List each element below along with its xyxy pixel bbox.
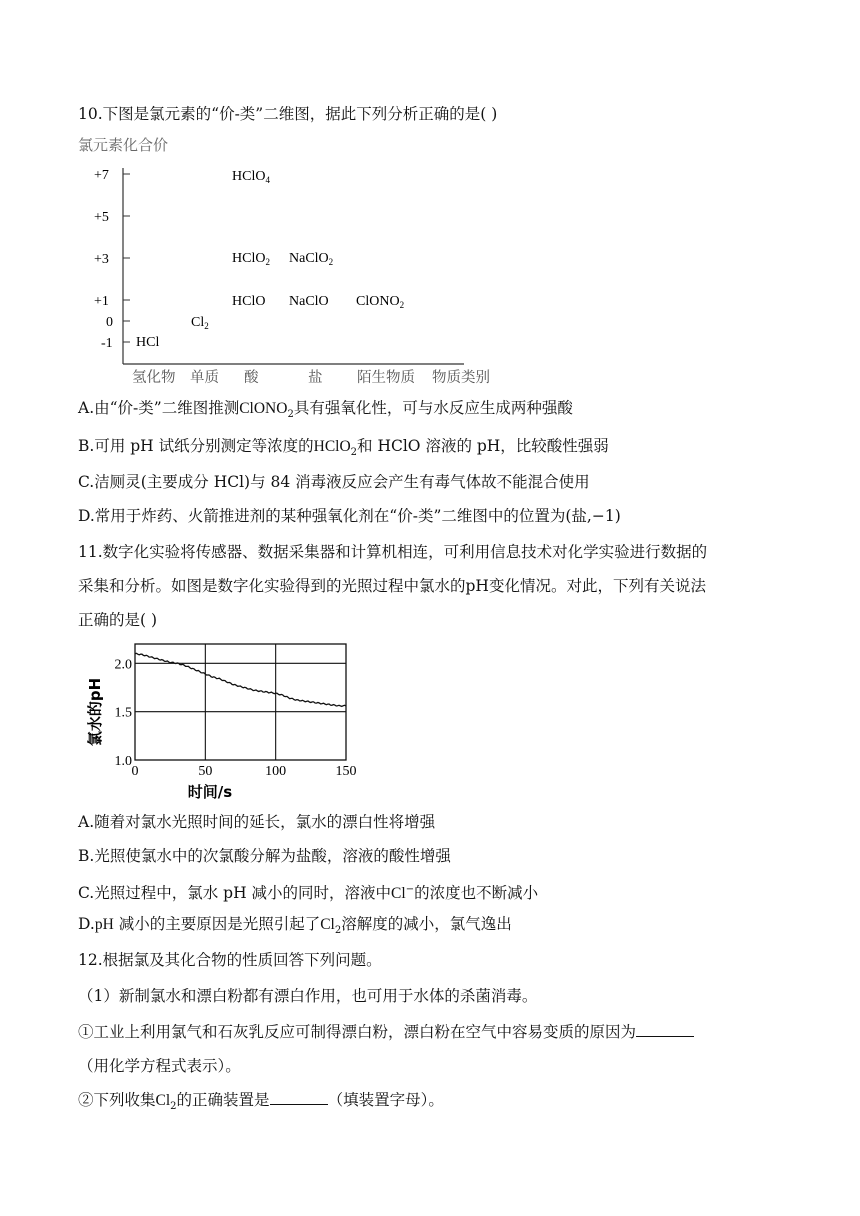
x-tick-label: 0 xyxy=(131,764,139,779)
q11-option-d: D.pH 减小的主要原因是光照引起了$Cl_2$溶解度的减小，氯气逸出 xyxy=(78,915,512,937)
compound-cl2: $Cl_2$ xyxy=(191,315,209,331)
y-tick-label: +5 xyxy=(94,210,109,225)
ph-series-line xyxy=(135,653,346,706)
compound-naclo: NaClO xyxy=(289,294,329,309)
x-category-label: 氢化物 xyxy=(132,370,176,386)
q10-option-b: B.可用 pH 试纸分别测定等浓度的HClO$_2$和 HClO 溶液的 pH，比较酸性强弱 xyxy=(78,437,609,459)
q12-sub1-line1: ①工业上利用氯气和石灰乳反应可制得漂白粉，漂白粉在空气中容易变质的原因为 xyxy=(78,1021,694,1043)
q11-option-c: C.光照过程中，氯水 pH 减小的同时，溶液中Cl−的浓度也不断减小 xyxy=(78,884,539,903)
compound-hclo: HClO xyxy=(232,294,266,309)
x-category-label: 盐 xyxy=(308,370,323,386)
y-axis-title: 氯元素化合价 xyxy=(78,138,169,154)
y-tick-label: +7 xyxy=(94,168,109,183)
q12-stem: 12.根据氯及其化合物的性质回答下列问题。 xyxy=(78,951,382,969)
x-category-label: 陌生物质 xyxy=(357,370,415,386)
q10-stem: 10.下图是氯元素的“价-类”二维图，据此下列分析正确的是( ) xyxy=(78,105,498,123)
answer-blank[interactable] xyxy=(636,1022,694,1037)
q10-option-d: D.常用于炸药、火箭推进剂的某种强氧化剂在“价-类”二维图中的位置为(盐,−1) xyxy=(78,507,621,525)
compound-hclo4: HClO$_4$ xyxy=(232,169,270,185)
y-tick-label: 1.5 xyxy=(114,705,132,721)
compound-hcl: HCl xyxy=(136,335,160,350)
x-category-label: 单质 xyxy=(190,370,219,386)
y-tick-label: +1 xyxy=(94,294,109,309)
q10-option-c: C.洁厕灵(主要成分 HCl)与 84 消毒液反应会产生有毒气体故不能混合使用 xyxy=(78,473,590,491)
q11-stem-line1: 11.数字化实验将传感器、数据采集器和计算机相连，可利用信息技术对化学实验进行数据的 xyxy=(78,543,708,561)
x-category-label: 物质类别 xyxy=(432,370,490,386)
x-axis-label: 时间/s xyxy=(187,783,233,801)
x-tick-label: 150 xyxy=(335,764,357,779)
y-tick-label: 1.0 xyxy=(114,754,132,769)
y-axis-label: 氯水的pH xyxy=(86,677,104,747)
y-tick-label: 2.0 xyxy=(114,657,132,673)
x-tick-label: 100 xyxy=(265,764,287,779)
valence-class-diagram xyxy=(70,132,510,390)
q11-option-a: A.随着对氯水光照时间的延长，氯水的漂白性将增强 xyxy=(78,813,436,831)
q10-option-a: A.由“价-类”二维图推测ClONO$_2$具有强氧化性，可与水反应生成两种强酸 xyxy=(78,399,573,421)
x-category-label: 酸 xyxy=(244,370,259,386)
q12-part1: （1）新制氯水和漂白粉都有漂白作用，也可用于水体的杀菌消毒。 xyxy=(78,987,538,1005)
q11-stem-line2: 采集和分析。如图是数字化实验得到的光照过程中氯水的pH变化情况。对此，下列有关说法 xyxy=(78,577,706,595)
q12-sub2: ②下列收集$Cl_2$的正确装置是 （填装置字母）。 xyxy=(78,1091,444,1113)
y-tick-label: -1 xyxy=(101,336,113,351)
ph-line-chart xyxy=(80,640,370,808)
q11-option-b: B.光照使氯水中的次氯酸分解为盐酸，溶液的酸性增强 xyxy=(78,847,451,865)
compound-hclo2: HClO$_2$ xyxy=(232,251,270,267)
q11-stem-line3: 正确的是( ) xyxy=(78,611,158,629)
answer-blank[interactable] xyxy=(270,1090,328,1105)
compound-clono2: ClONO$_2$ xyxy=(356,294,405,310)
compound-naclo2: NaClO$_2$ xyxy=(289,251,334,267)
x-tick-label: 50 xyxy=(198,764,213,779)
y-tick-label: 0 xyxy=(106,315,113,330)
q12-sub1-line2: （用化学方程式表示）。 xyxy=(78,1057,241,1075)
y-tick-label: +3 xyxy=(94,252,109,267)
